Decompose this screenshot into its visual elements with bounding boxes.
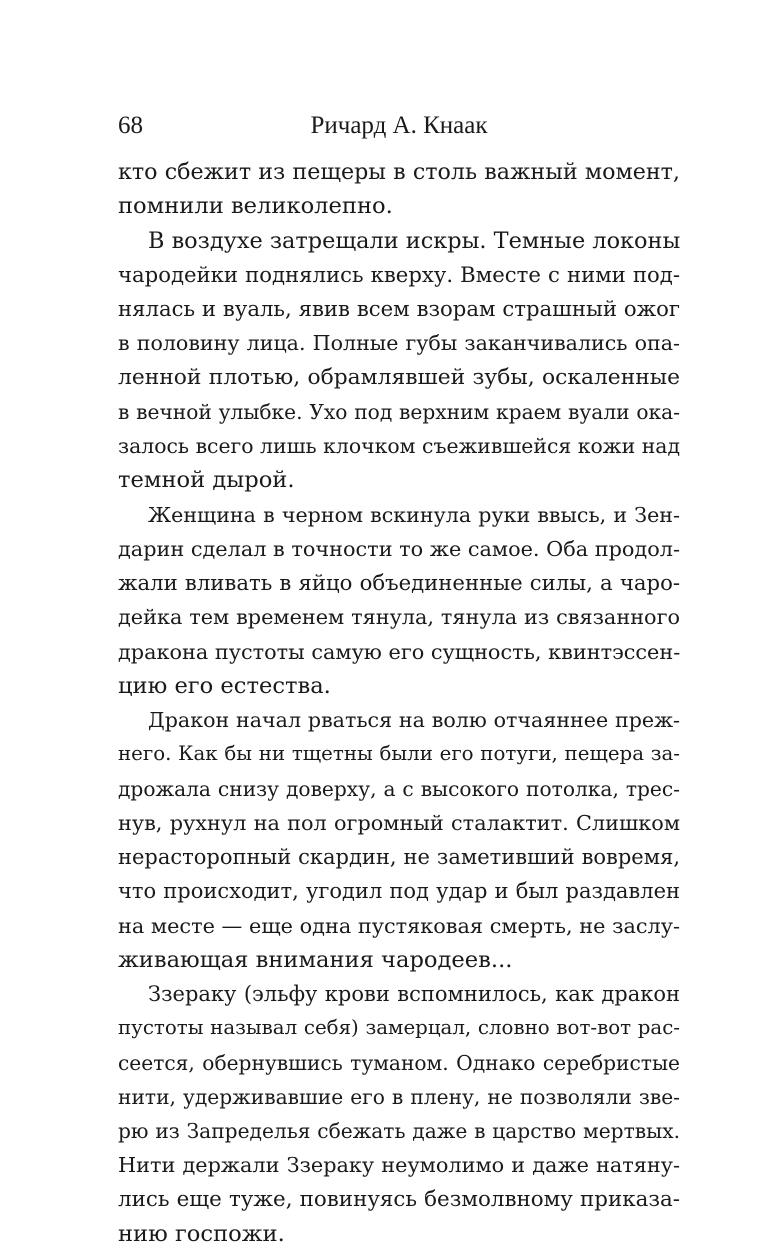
- text-line: Женщина в черном вскинула руки ввысь, и Зен-: [148, 502, 680, 527]
- text-line: В воздухе затрещали искры. Темные локоны: [148, 227, 681, 254]
- page-header: [118, 112, 680, 146]
- text-line: дарин сделал в точности то же самое. Оба продол-: [118, 536, 680, 561]
- text-line: пустоты называл себя) замерцал, словно вот-вот рас-: [118, 1016, 680, 1040]
- text-line: ленной плотью, обрамлявшей зубы, оскаленные: [118, 364, 680, 390]
- running-head: Ричард А. Кнаак: [310, 112, 488, 139]
- text-line: жали вливать в яйцо объединенные силы, а чаро-: [118, 570, 680, 595]
- text-line: темной дырой.: [118, 467, 295, 494]
- text-line: помнили великолепно.: [118, 193, 393, 220]
- text-line: нию госпожи.: [118, 1220, 285, 1247]
- text-line: рю из Запределья сбежать даже в царство мертвых.: [118, 1119, 680, 1143]
- text-line: сеется, обернувшись туманом. Однако серебристые: [118, 1050, 680, 1075]
- text-line: в половину лица. Полные губы заканчивались опа-: [118, 331, 680, 356]
- text-line: в вечной улыбке. Ухо под верхним краем вуали ока-: [118, 399, 680, 424]
- text-line: на месте — еще одна пустяковая смерть, не заслу-: [118, 913, 680, 938]
- text-line: живающая внимания чародеев...: [118, 946, 513, 973]
- text-line: нув, рухнул на пол огромный сталактит. Слишком: [118, 810, 680, 835]
- text-line: нерасторопный скардин, не заметивший вовремя,: [118, 845, 680, 869]
- text-line: нити, удерживавшие его в плену, не позволяли зве-: [118, 1084, 680, 1109]
- page-number: 68: [118, 112, 143, 139]
- body-text: [118, 155, 680, 1251]
- text-line: дейка тем временем тянула, тянула из связанного: [118, 605, 680, 630]
- text-line: цию его естества.: [118, 672, 331, 699]
- text-line: чародейки поднялись кверху. Вместе с ними под-: [118, 261, 680, 287]
- text-line: кто сбежит из пещеры в столь важный момент,: [118, 159, 680, 185]
- text-line: залось всего лишь клочком съежившейся кожи над: [118, 434, 680, 458]
- text-line: что происходит, угодил под удар и был раздавлен: [118, 879, 680, 904]
- text-line: нялась и вуаль, явив всем взорам страшный ожог: [118, 296, 680, 321]
- text-line: него. Как бы ни тщетны были его потуги, пещера за-: [118, 742, 680, 766]
- text-line: Нити держали Ззераку неумолимо и даже натяну-: [118, 1153, 680, 1178]
- text-line: дракона пустоты самую его сущность, квинтэссен-: [118, 639, 681, 664]
- text-line: Дракон начал рваться на волю отчаяннее преж-: [148, 708, 680, 732]
- text-line: лись еще туже, повинуясь безмолвному приказа-: [118, 1186, 680, 1212]
- text-line: Ззераку (эльфу крови вспомнилось, как дракон: [148, 982, 680, 1006]
- text-line: дрожала снизу доверху, а с высокого потолка, трес-: [118, 776, 680, 801]
